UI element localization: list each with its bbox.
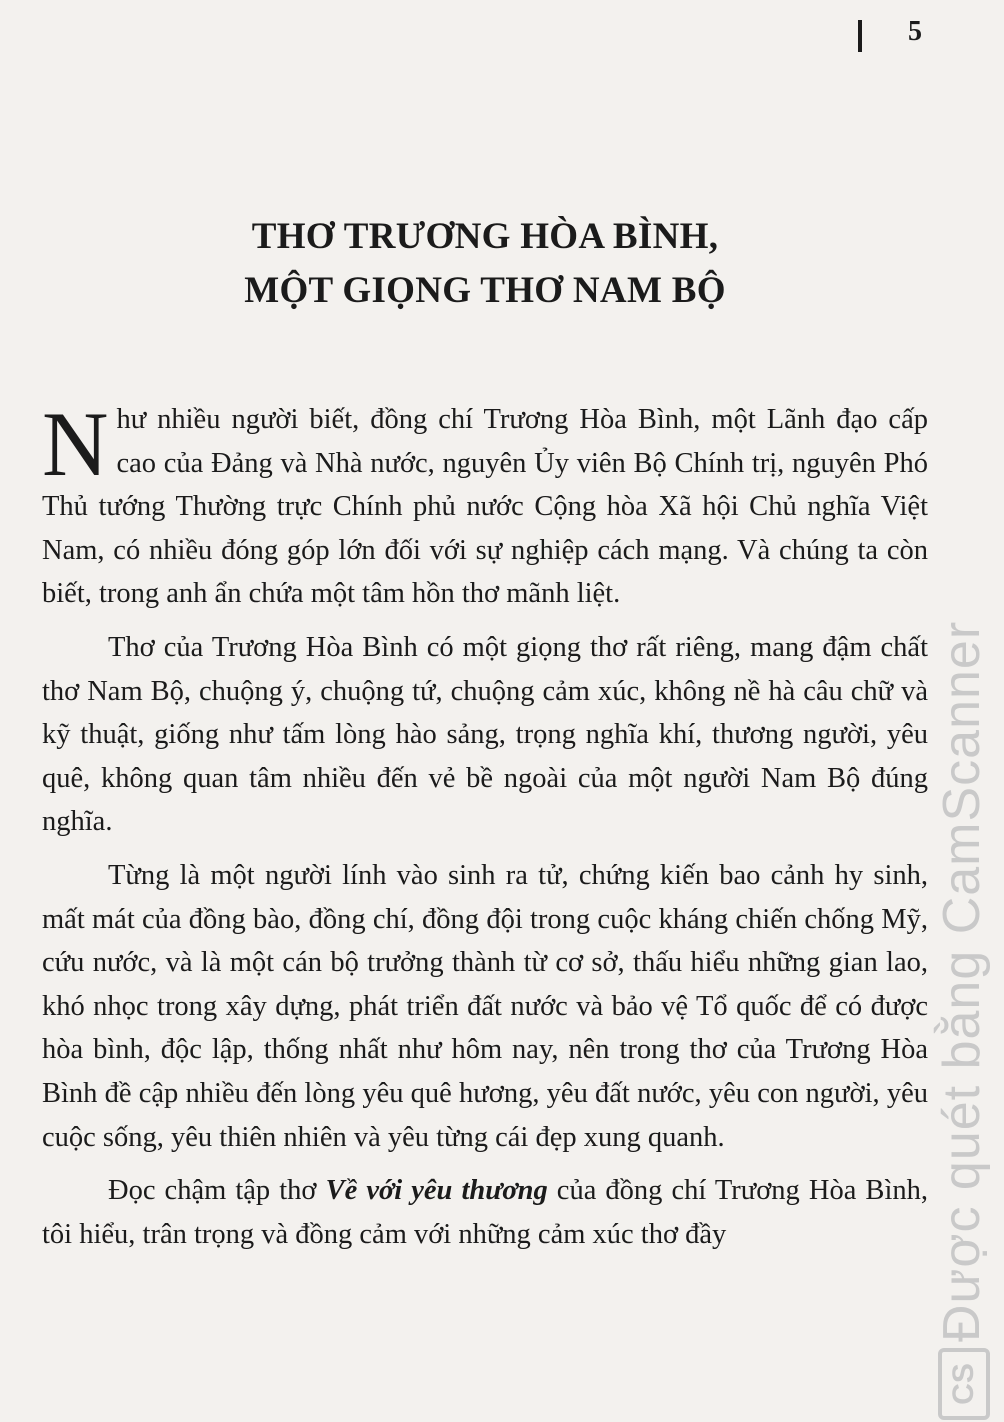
paragraph-2: Thơ của Trương Hòa Bình có một giọng thơ rất riêng, mang đậm chất thơ Nam Bộ, chuộng ý, chuộng tứ, chuộng cảm xúc, không nề hà câu chữ và kỹ thuật, giống như tấm lòng hào sảng, trọng nghĩa khí, thương người, yêu quê, không quan tâm nhiều đến vẻ bề ngoài của một người Nam Bộ đúng nghĩa. [42, 631, 928, 838]
paragraph-1-text: hư nhiều người biết, đồng chí Trương Hòa Bình, một Lãnh đạo cấp cao của Đảng và Nhà nước, nguyên Ủy viên Bộ Chính trị, nguyên Phó Thủ tướng Thường trực Chính phủ nước Cộng hòa Xã hội Chủ nghĩa Việt Nam, có nhiều đóng góp lớn đối với sự nghiệp cách mạng. Và chúng ta còn biết, trong anh ẩn chứa một tâm hồn thơ mãnh liệt. [42, 404, 928, 610]
camscanner-watermark: Được quét bằng CamScanner [933, 620, 991, 1342]
drop-cap: N [42, 393, 109, 495]
camscanner-logo-text: CS [947, 1363, 980, 1405]
page-number: 5 [908, 16, 922, 47]
camscanner-logo [938, 1348, 990, 1420]
chapter-title [0, 210, 970, 318]
paragraph-3: Từng là một người lính vào sinh ra tử, chứng kiến bao cảnh hy sinh, mất mát của đồng bào, đồng chí, đồng đội trong cuộc kháng chiến chống Mỹ, cứu nước, và là một cán bộ trưởng thành từ cơ sở, thấu hiểu những gian lao, khó nhọc trong xây dựng, phát triển đất nước và bảo vệ Tổ quốc để có được hòa bình, độc lập, thống nhất như hôm nay, nên trong thơ của Trương Hòa Bình đề cập nhiều đến lòng yêu quê hương, yêu đất nước, yêu con người, yêu cuộc sống, yêu thiên nhiên và yêu từng cái đẹp xung quanh. [42, 859, 928, 1153]
paragraph-4-lead: Đọc chậm tập thơ [108, 1175, 326, 1207]
paragraph-4-text: của đồng chí Trương Hòa Bình, tôi hiểu, trân trọng và đồng cảm với những cảm xúc thơ đầy [42, 1175, 928, 1250]
book-title-italic: Về với yêu thương [325, 1175, 548, 1207]
paragraph-1 [42, 393, 928, 616]
header-rule [858, 20, 862, 52]
paragraph-4 [42, 1169, 928, 1256]
title-line-2: MỘT GIỌNG THƠ NAM BỘ [244, 270, 726, 311]
body-text [42, 393, 928, 1266]
title-line-1: THƠ TRƯƠNG HÒA BÌNH, [251, 216, 719, 257]
